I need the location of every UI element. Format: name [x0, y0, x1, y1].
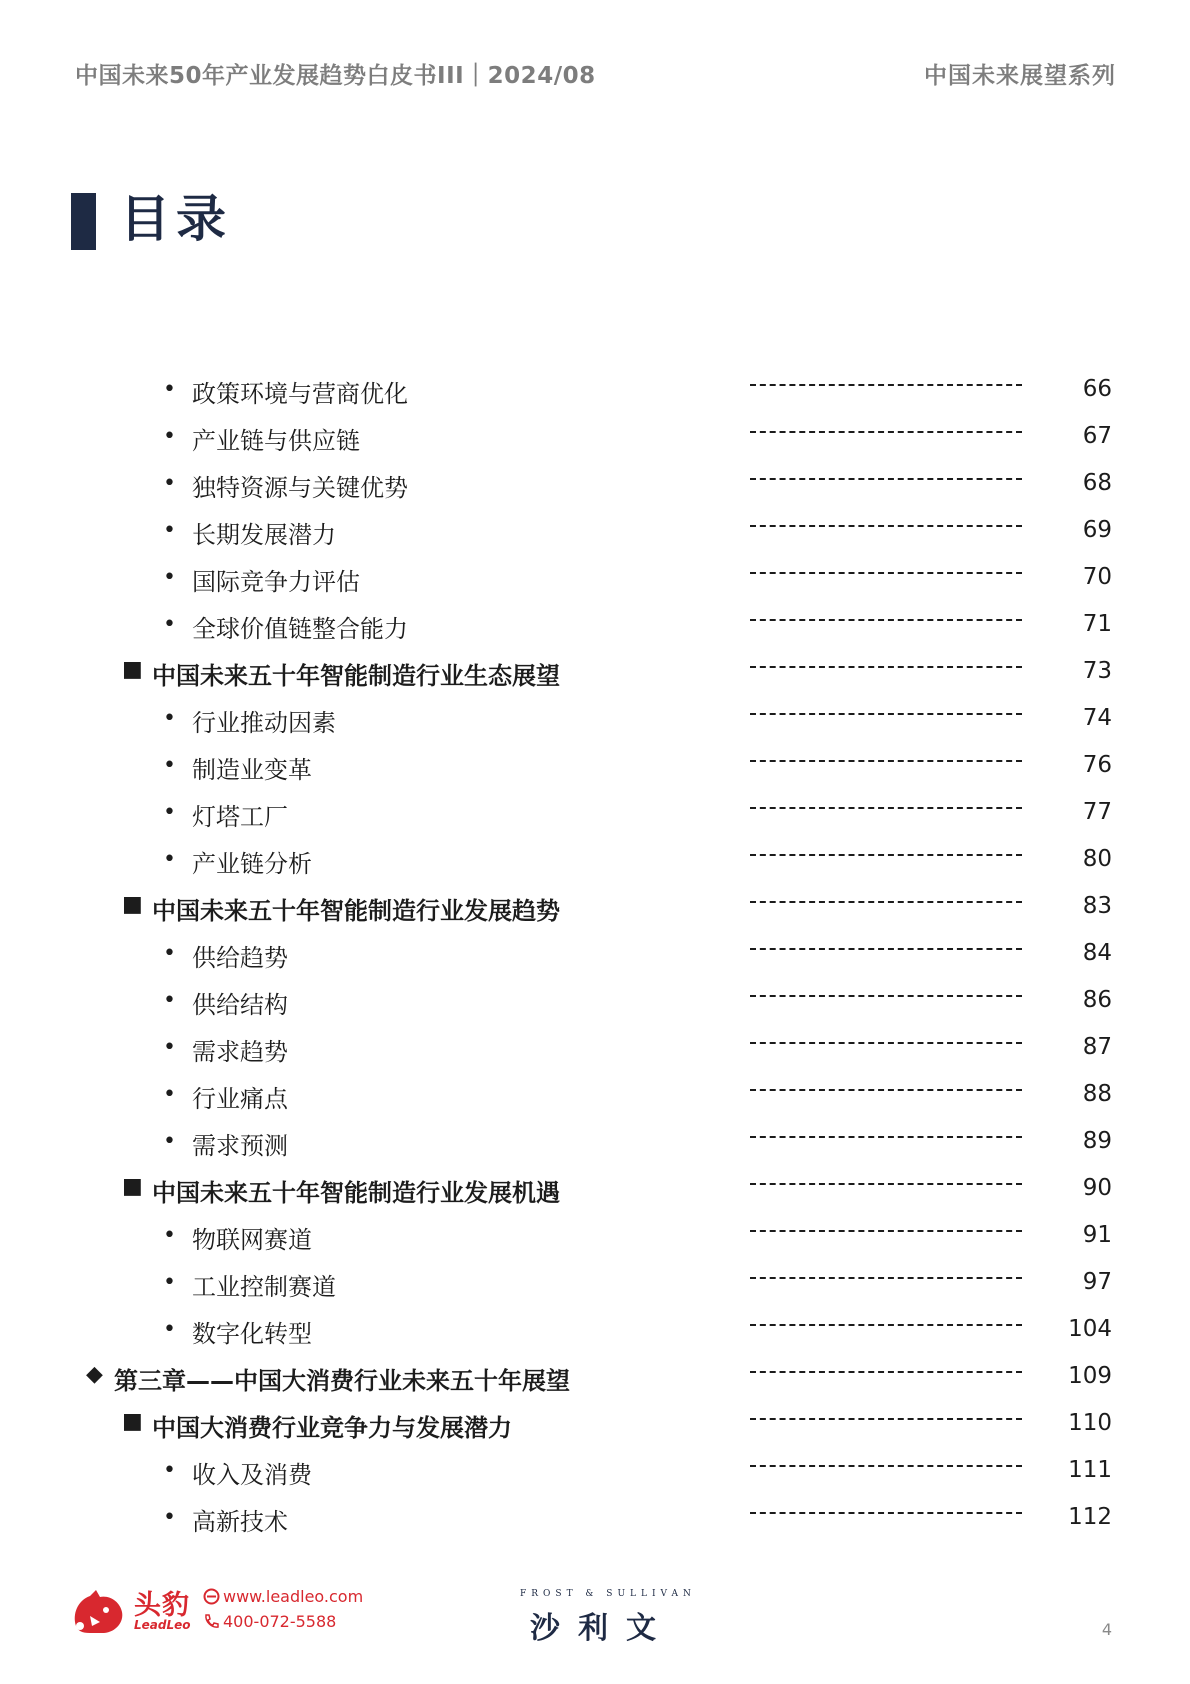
square-bullet-icon: ■ — [122, 892, 143, 917]
toc-entry[interactable] — [0, 1452, 1190, 1499]
bullet-icon: • — [163, 518, 176, 543]
toc-entry-page: 86 — [1082, 987, 1112, 1013]
toc-dotted-leader — [750, 1230, 1022, 1232]
toc-entry-page: 80 — [1082, 846, 1112, 872]
square-bullet-icon: ■ — [122, 657, 143, 682]
toc-list — [0, 371, 1190, 1546]
bullet-icon: • — [163, 377, 176, 402]
toc-entry-page: 89 — [1082, 1128, 1112, 1154]
toc-entry-label: 行业痛点 — [192, 1085, 288, 1113]
toc-entry-page: 70 — [1082, 564, 1112, 590]
toc-dotted-leader — [750, 995, 1022, 997]
bullet-icon: • — [163, 847, 176, 872]
toc-entry-label: 产业链与供应链 — [192, 427, 360, 455]
toc-dotted-leader — [750, 1183, 1022, 1185]
toc-entry-label: 第三章——中国大消费行业未来五十年展望 — [114, 1367, 570, 1395]
bullet-icon: • — [163, 753, 176, 778]
toc-entry-label: 供给结构 — [192, 991, 288, 1019]
toc-entry[interactable] — [0, 1217, 1190, 1264]
toc-entry[interactable] — [0, 1405, 1190, 1452]
toc-dotted-leader — [750, 1324, 1022, 1326]
bullet-icon: • — [163, 1458, 176, 1483]
website-line — [203, 1587, 363, 1606]
web-icon — [203, 1588, 220, 1605]
toc-dotted-leader — [750, 431, 1022, 433]
leadleo-logo-icon — [70, 1586, 126, 1636]
partner-name-cn: 沙利文 — [530, 1611, 674, 1646]
toc-dotted-leader — [750, 572, 1022, 574]
toc-entry-page: 74 — [1082, 705, 1112, 731]
toc-entry-page: 97 — [1082, 1269, 1112, 1295]
bullet-icon: • — [163, 424, 176, 449]
toc-dotted-leader — [750, 1465, 1022, 1467]
toc-entry[interactable] — [0, 1311, 1190, 1358]
toc-entry[interactable] — [0, 982, 1190, 1029]
brand-name-en: LeadLeo — [134, 1618, 191, 1632]
phone-icon — [203, 1613, 220, 1630]
bullet-icon: • — [163, 471, 176, 496]
toc-dotted-leader — [750, 948, 1022, 950]
toc-dotted-leader — [750, 1512, 1022, 1514]
toc-dotted-leader — [750, 666, 1022, 668]
diamond-bullet-icon: ◆ — [86, 1362, 103, 1387]
toc-entry-label: 中国未来五十年智能制造行业发展趋势 — [152, 897, 560, 925]
toc-entry[interactable] — [0, 512, 1190, 559]
toc-dotted-leader — [750, 1418, 1022, 1420]
toc-entry-label: 数字化转型 — [192, 1320, 312, 1348]
toc-entry-page: 84 — [1082, 940, 1112, 966]
toc-entry-label: 中国大消费行业竞争力与发展潜力 — [152, 1414, 512, 1442]
toc-entry[interactable] — [0, 1170, 1190, 1217]
toc-entry-label: 行业推动因素 — [192, 709, 336, 737]
toc-entry-page: 88 — [1082, 1081, 1112, 1107]
toc-entry-label: 高新技术 — [192, 1508, 288, 1536]
website-link[interactable]: www.leadleo.com — [223, 1587, 364, 1606]
bullet-icon: • — [163, 1035, 176, 1060]
toc-entry-page: 76 — [1082, 752, 1112, 778]
toc-entry-label: 国际竞争力评估 — [192, 568, 360, 596]
bullet-icon: • — [163, 1129, 176, 1154]
toc-entry-page: 112 — [1068, 1504, 1112, 1530]
toc-dotted-leader — [750, 525, 1022, 527]
toc-dotted-leader — [750, 854, 1022, 856]
toc-entry[interactable] — [0, 1029, 1190, 1076]
bullet-icon: • — [163, 612, 176, 637]
toc-entry-label: 中国未来五十年智能制造行业生态展望 — [152, 662, 560, 690]
toc-entry-page: 69 — [1082, 517, 1112, 543]
square-bullet-icon: ■ — [122, 1174, 143, 1199]
bullet-icon: • — [163, 1082, 176, 1107]
toc-entry[interactable] — [0, 700, 1190, 747]
toc-dotted-leader — [750, 760, 1022, 762]
toc-entry[interactable] — [0, 935, 1190, 982]
toc-entry-page: 73 — [1082, 658, 1112, 684]
toc-entry[interactable] — [0, 1123, 1190, 1170]
bullet-icon: • — [163, 706, 176, 731]
toc-entry-page: 91 — [1082, 1222, 1112, 1248]
bullet-icon: • — [163, 1317, 176, 1342]
toc-entry-page: 68 — [1082, 470, 1112, 496]
toc-dotted-leader — [750, 1136, 1022, 1138]
toc-entry[interactable] — [0, 559, 1190, 606]
toc-entry-label: 需求预测 — [192, 1132, 288, 1160]
title-accent-bar — [71, 193, 96, 250]
square-bullet-icon: ■ — [122, 1409, 143, 1434]
toc-entry[interactable] — [0, 888, 1190, 935]
toc-entry[interactable] — [0, 794, 1190, 841]
toc-entry[interactable] — [0, 747, 1190, 794]
toc-dotted-leader — [750, 384, 1022, 386]
toc-entry-label: 制造业变革 — [192, 756, 312, 784]
bullet-icon: • — [163, 988, 176, 1013]
toc-entry-page: 87 — [1082, 1034, 1112, 1060]
bullet-icon: • — [163, 1505, 176, 1530]
toc-entry-page: 83 — [1082, 893, 1112, 919]
toc-entry[interactable] — [0, 465, 1190, 512]
toc-dotted-leader — [750, 901, 1022, 903]
partner-name-en: FROST & SULLIVAN — [520, 1589, 696, 1599]
toc-dotted-leader — [750, 1277, 1022, 1279]
toc-entry-label: 政策环境与营商优化 — [192, 380, 408, 408]
page-number: 4 — [1101, 1620, 1112, 1639]
bullet-icon: • — [163, 941, 176, 966]
header-right: 中国未来展望系列 — [924, 63, 1116, 89]
toc-entry[interactable] — [0, 1499, 1190, 1546]
toc-entry-label: 供给趋势 — [192, 944, 288, 972]
toc-entry-page: 90 — [1082, 1175, 1112, 1201]
bullet-icon: • — [163, 1223, 176, 1248]
toc-entry-label: 收入及消费 — [192, 1461, 312, 1489]
toc-dotted-leader — [750, 478, 1022, 480]
toc-entry-page: 109 — [1068, 1363, 1112, 1389]
toc-entry[interactable] — [0, 1076, 1190, 1123]
toc-entry-page: 104 — [1068, 1316, 1112, 1342]
phone-number: 400-072-5588 — [223, 1612, 337, 1631]
toc-dotted-leader — [750, 807, 1022, 809]
toc-entry[interactable] — [0, 1358, 1190, 1405]
toc-entry[interactable] — [0, 606, 1190, 653]
toc-entry[interactable] — [0, 653, 1190, 700]
toc-entry-label: 工业控制赛道 — [192, 1273, 336, 1301]
bullet-icon: • — [163, 565, 176, 590]
toc-entry[interactable] — [0, 418, 1190, 465]
toc-entry-page: 67 — [1082, 423, 1112, 449]
toc-dotted-leader — [750, 1371, 1022, 1373]
toc-entry-label: 独特资源与关键优势 — [192, 474, 408, 502]
toc-entry-label: 中国未来五十年智能制造行业发展机遇 — [152, 1179, 560, 1207]
toc-entry-page: 77 — [1082, 799, 1112, 825]
toc-entry[interactable] — [0, 371, 1190, 418]
toc-entry-label: 长期发展潜力 — [192, 521, 336, 549]
header-left: 中国未来50年产业发展趋势白皮书III｜2024/08 — [75, 63, 596, 89]
toc-entry-page: 71 — [1082, 611, 1112, 637]
toc-dotted-leader — [750, 1089, 1022, 1091]
toc-entry-page: 110 — [1068, 1410, 1112, 1436]
toc-entry-label: 产业链分析 — [192, 850, 312, 878]
toc-entry-page: 66 — [1082, 376, 1112, 402]
toc-entry-label: 灯塔工厂 — [192, 803, 288, 831]
toc-entry-label: 需求趋势 — [192, 1038, 288, 1066]
toc-entry[interactable] — [0, 1264, 1190, 1311]
toc-entry-label: 物联网赛道 — [192, 1226, 312, 1254]
brand-name-cn: 头豹 — [134, 1590, 190, 1621]
phone-line — [203, 1612, 336, 1631]
toc-entry[interactable] — [0, 841, 1190, 888]
toc-entry-label: 全球价值链整合能力 — [192, 615, 408, 643]
toc-entry-page: 111 — [1068, 1457, 1112, 1483]
bullet-icon: • — [163, 800, 176, 825]
toc-dotted-leader — [750, 619, 1022, 621]
toc-dotted-leader — [750, 713, 1022, 715]
toc-dotted-leader — [750, 1042, 1022, 1044]
page-title: 目录 — [120, 190, 232, 248]
bullet-icon: • — [163, 1270, 176, 1295]
